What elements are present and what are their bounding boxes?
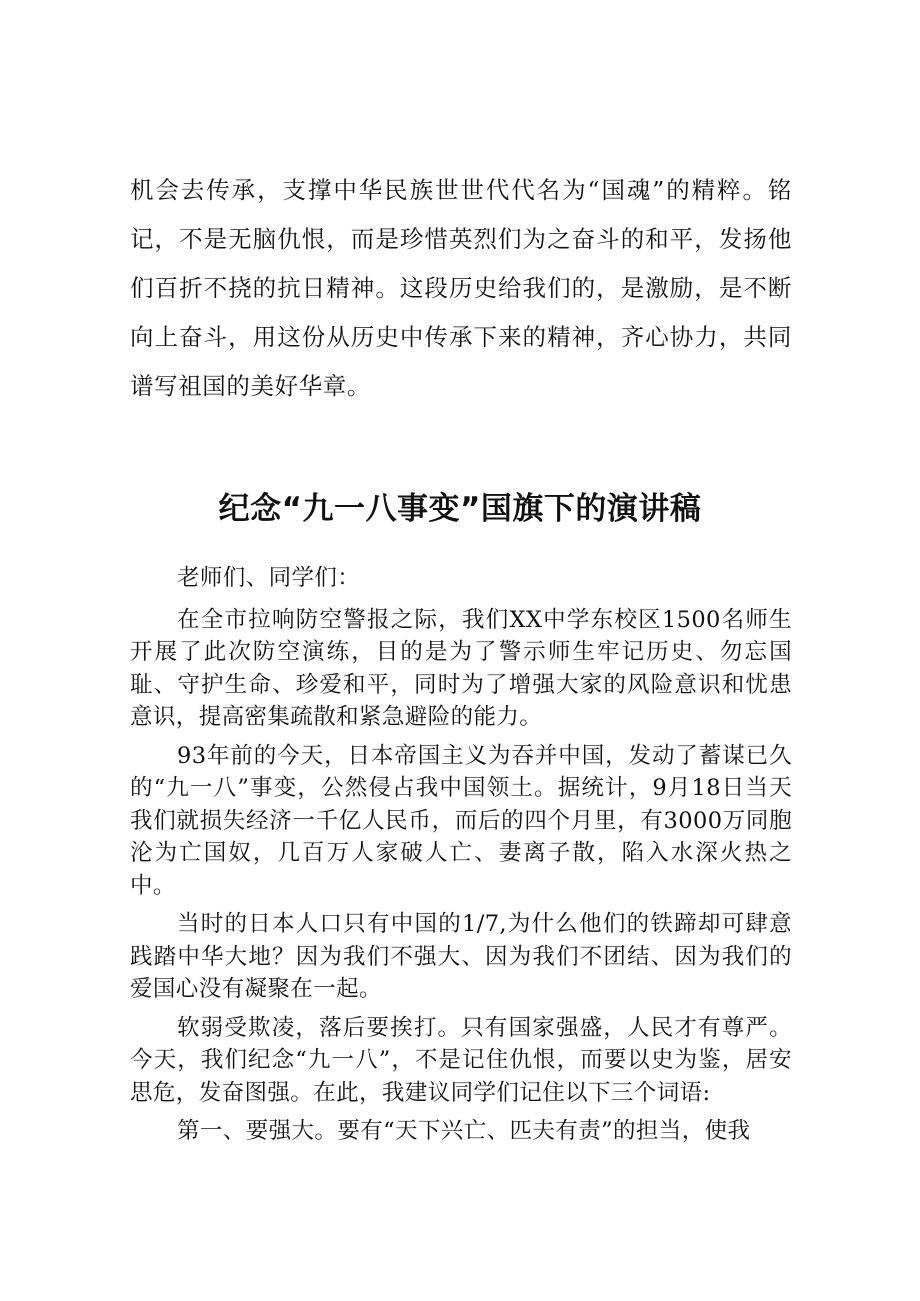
previous-section-paragraph: 机会去传承，支撑中华民族世世代代名为“国魂”的精粹。铭记，不是无脑仇恨，而是珍惜英烈们为之奋斗的和平，发扬他们百折不挠的抗日精神。这段历史给我们的，是激励，是不断向上奋斗，用这份从历史中传承下来的精神，齐心协力，共同谱写祖国的美好华章。 [130, 176, 792, 400]
paragraph-drill-purpose: 在全市拉响防空警报之际，我们XX中学东校区1500名师生开展了此次防空演练，目的是为了警示师生牢记历史、勿忘国耻、守护生命、珍爱和平，同时为了增强大家的风险意识和忧患意识，提高密集疏散和紧急避险的能力。 [130, 606, 792, 730]
paragraph-history: 93年前的今天，日本帝国主义为吞并中国，发动了蓄谋已久的“九一八”事变，公然侵占我中国领土。据统计，9月18日当天我们就损失经济一千亿人民币，而后的四个月里，有3000万同胞沦为亡国奴，几百万人家破人亡、妻离子散，陷入水深火热之中。 [130, 742, 792, 899]
speech-title: 纪念“九一八事变”国旗下的演讲稿 [218, 490, 702, 527]
previous-section [130, 166, 792, 411]
paragraph-first-point: 第一、要强大。要有“天下兴亡、匹夫有责”的担当，使我 [177, 1118, 751, 1144]
speech-body [130, 562, 792, 1154]
paragraph-question: 当时的日本人口只有中国的1/7,为什么他们的铁蹄却可肆意践踏中华大地？因为我们不强大、因为我们不团结、因为我们的爱国心没有凝聚在一起。 [130, 911, 792, 1002]
salutation: 老师们、同学们： [177, 565, 361, 591]
paragraph-lesson: 软弱受欺凌，落后要挨打。只有国家强盛，人民才有尊严。今天，我们纪念“九一八”，不是记住仇恨，而要以史为鉴，居安思危，发奋图强。在此，我建议同学们记住以下三个词语: [130, 1014, 792, 1106]
